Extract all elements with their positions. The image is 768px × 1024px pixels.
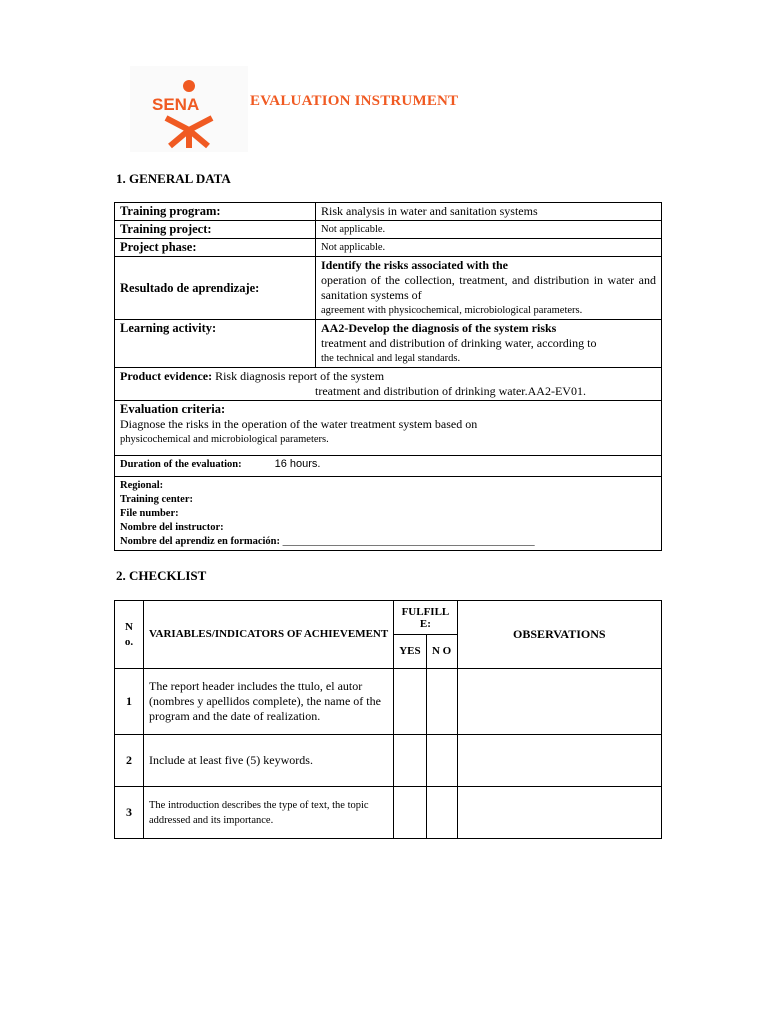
duration-value: 16 hours. <box>274 458 321 470</box>
project-phase-label: Project phase: <box>115 239 316 257</box>
learning-activity-bold: AA2-Develop the diagnosis of the system risks <box>321 321 557 335</box>
resultado-value-line3: agreement with physicochemical, microbiological parameters. <box>321 305 583 316</box>
row-number: 2 <box>115 735 144 787</box>
training-project-value: Not applicable. <box>316 221 662 239</box>
checklist-table <box>114 600 662 839</box>
evaluation-criteria-line1: Diagnose the risks in the operation of the water treatment system based on <box>120 417 478 431</box>
duration-cell <box>115 456 662 477</box>
row-no-cell[interactable] <box>426 669 457 735</box>
resultado-value <box>316 257 662 320</box>
evaluation-criteria-label: Evaluation criteria: <box>120 402 226 416</box>
product-evidence-value2: treatment and distribution of drinking water.AA2-EV01. <box>315 384 586 398</box>
general-data-heading: 1. GENERAL DATA <box>116 171 231 186</box>
row-indicator-text: The report header includes the ttulo, el autor (nombres y apellidos complete), the name of the program and the date of realization. <box>144 669 394 735</box>
regional-label: Regional: <box>120 480 164 491</box>
project-phase-value: Not applicable. <box>316 239 662 257</box>
row-yes-cell[interactable] <box>394 669 426 735</box>
instructor-label: Nombre del instructor: <box>120 522 224 533</box>
identification-cell <box>115 477 662 551</box>
checklist-row <box>115 669 662 735</box>
row-no-cell[interactable] <box>426 787 457 839</box>
col-number-header: N o. <box>115 601 144 669</box>
evaluation-criteria-line2: physicochemical and microbiological parameters. <box>120 434 329 445</box>
training-project-label: Training project: <box>115 221 316 239</box>
logo-text: SENA <box>152 95 200 114</box>
product-evidence-cell <box>115 368 662 401</box>
training-center-label: Training center: <box>120 494 193 505</box>
duration-label: Duration of the evaluation: <box>120 459 242 470</box>
learning-activity-value <box>316 320 662 368</box>
col-observations-header: OBSERVATIONS <box>457 601 661 669</box>
checklist-row <box>115 787 662 839</box>
checklist-heading: 2. CHECKLIST <box>116 568 207 583</box>
checklist-row <box>115 735 662 787</box>
col-no-header: N O <box>426 635 457 669</box>
resultado-value-bold: Identify the risks associated with the <box>321 258 509 272</box>
evaluation-criteria-cell <box>115 401 662 456</box>
resultado-value-line2: operation of the collection, treatment, and distribution in water and sanitation systems of <box>321 273 656 302</box>
general-data-table <box>114 202 662 551</box>
row-no-cell[interactable] <box>426 735 457 787</box>
row-observations-cell[interactable] <box>457 669 661 735</box>
sena-logo <box>130 66 248 152</box>
row-indicator-text: The introduction describes the type of text, the topic addressed and its importance. <box>144 787 394 839</box>
learning-activity-line2: treatment and distribution of drinking water, according to <box>321 336 597 350</box>
product-evidence-label: Product evidence: <box>120 369 213 383</box>
row-observations-cell[interactable] <box>457 735 661 787</box>
product-evidence-value1: Risk diagnosis report of the system <box>215 369 385 383</box>
row-yes-cell[interactable] <box>394 787 426 839</box>
col-fulfill-header: FULFILL E: <box>394 601 457 635</box>
row-yes-cell[interactable] <box>394 735 426 787</box>
training-program-value: Risk analysis in water and sanitation systems <box>316 203 662 221</box>
apprentice-line: ________________________________________________ <box>282 536 535 547</box>
row-observations-cell[interactable] <box>457 787 661 839</box>
col-yes-header: YES <box>394 635 426 669</box>
row-indicator-text: Include at least five (5) keywords. <box>144 735 394 787</box>
learning-activity-label: Learning activity: <box>115 320 316 368</box>
row-number: 1 <box>115 669 144 735</box>
col-variables-header: VARIABLES/INDICATORS OF ACHIEVEMENT <box>144 601 394 669</box>
learning-activity-line3: the technical and legal standards. <box>321 353 461 364</box>
resultado-label: Resultado de aprendizaje: <box>115 257 316 320</box>
document-title: EVALUATION INSTRUMENT <box>250 93 459 109</box>
apprentice-label: Nombre del aprendiz en formación: <box>120 536 281 547</box>
file-number-label: File number: <box>120 508 179 519</box>
row-number: 3 <box>115 787 144 839</box>
training-program-label: Training program: <box>115 203 316 221</box>
